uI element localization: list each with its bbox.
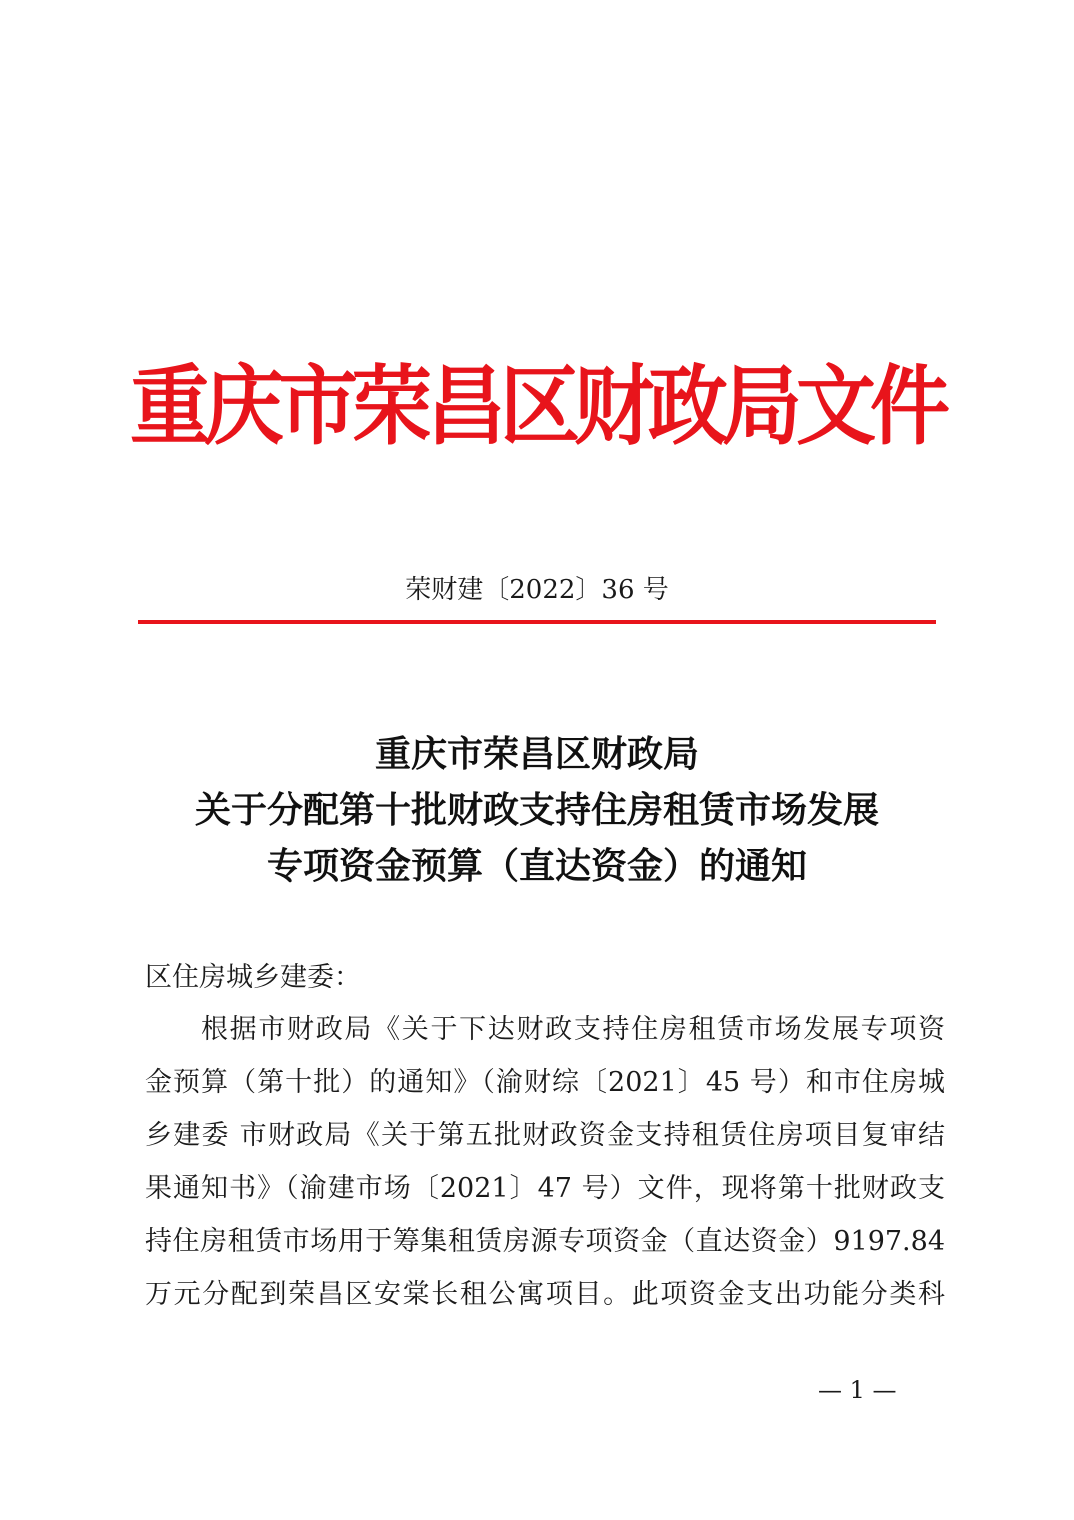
body-line: 乡建委 市财政局《关于第五批财政资金支持租赁住房项目复审结 bbox=[145, 1120, 945, 1151]
body-line: 金预算（第十批）的通知》（渝财综〔2021〕45 号）和市住房城 bbox=[145, 1067, 945, 1098]
notice-title-line-1: 重庆市荣昌区财政局 bbox=[374, 733, 699, 775]
issuing-authority-header: 重庆市荣昌区财政局文件 bbox=[130, 356, 944, 457]
body-line: 根据市财政局《关于下达财政支持住房租赁市场发展专项资 bbox=[201, 1014, 945, 1045]
body-line: 果通知书》（渝建市场〔2021〕47 号）文件，现将第十批财政支 bbox=[145, 1173, 945, 1204]
notice-title-line-2: 关于分配第十批财政支持住房租赁市场发展 bbox=[194, 789, 879, 831]
document-number: 荣财建〔2022〕36 号 bbox=[405, 575, 669, 605]
notice-title bbox=[0, 726, 1074, 894]
page-number: — 1 — bbox=[818, 1376, 897, 1404]
notice-title-line-3: 专项资金预算（直达资金）的通知 bbox=[266, 845, 807, 887]
addressee: 区住房城乡建委： bbox=[145, 962, 361, 993]
body-line: 万元分配到荣昌区安棠长租公寓项目。此项资金支出功能分类科 bbox=[145, 1279, 945, 1310]
body-text bbox=[145, 1008, 945, 1326]
body-line: 持住房租赁市场用于筹集租赁房源专项资金（直达资金）9197.84 bbox=[145, 1226, 945, 1257]
red-separator-line bbox=[138, 620, 936, 624]
